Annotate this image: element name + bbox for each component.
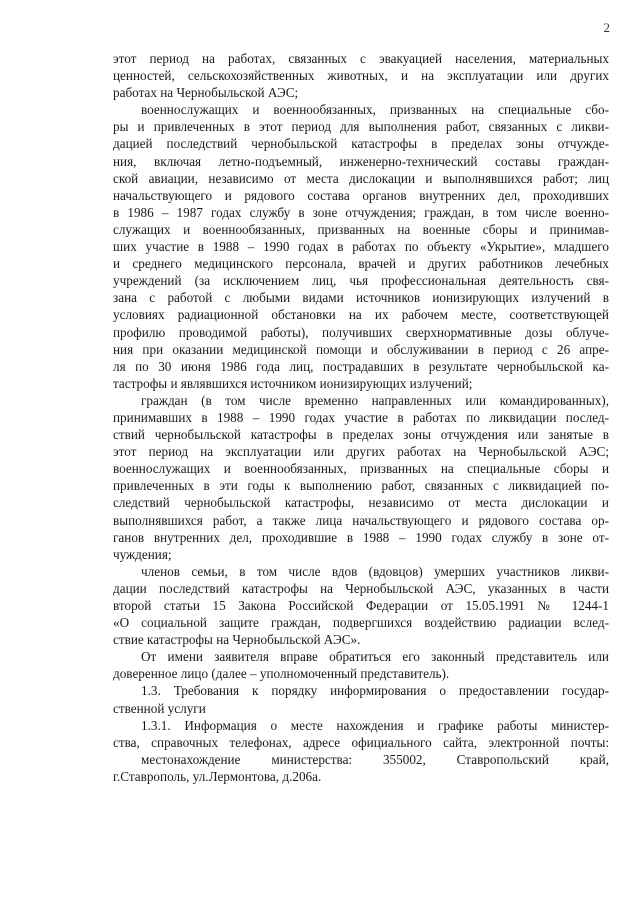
text-line: ства, справочных телефонах, адресе официального сайта, электронной почты: [113, 734, 609, 750]
page-number: 2 [603, 20, 610, 35]
text-line: местонахождение министерства: 355002, Ставропольский край, [141, 751, 609, 767]
text-line: чуждения; [113, 546, 172, 562]
text-line: ганов внутренних дел, проходившие в 1988 – 1990 годах службу в зоне от- [113, 529, 609, 545]
text-line: дацией последствий чернобыльской катастрофы в пределах зоны отчужде- [113, 136, 609, 152]
text-line: профилю проводимой работы), получивших сверхнормативные дозы облуче- [113, 324, 609, 340]
text-line: и среднего медицинского персонала, врачей и других работников лечебных [113, 256, 609, 272]
paragraph-representative [113, 648, 609, 682]
paragraph-citizens-1988-1990 [113, 392, 609, 563]
text-line: этот период на эксплуатации или других работах на Чернобыльской АЭС; [113, 444, 609, 460]
text-line: ния, включая летно-подъемный, инженерно-технический составы граждан- [113, 153, 609, 169]
text-line: членов семьи, в том числе вдов (вдовцов) умерших участников ликви- [141, 563, 609, 579]
text-line: учреждений (за исключением лиц, чья профессиональная деятельность свя- [113, 273, 609, 289]
text-line: в 1986 – 1987 годах службу в зоне отчуждения; граждан, в том числе военно- [113, 204, 609, 220]
text-line: ших участие в 1988 – 1990 годах в работах по объекту «Укрытие», младшего [113, 239, 609, 255]
text-line: ры и привлеченных в этот период для выполнения работ, связанных с ликви- [113, 119, 609, 135]
text-line: ствие катастрофы на Чернобыльской АЭС». [113, 632, 361, 648]
text-line: начальствующего и рядового состава органов внутренних дел, проходивших [113, 187, 609, 203]
text-line: 1.3. Требования к порядку информирования о предоставлении государ- [141, 683, 609, 699]
text-line: доверенное лицо (далее – уполномоченный представитель). [113, 666, 450, 682]
paragraph-military-personnel [113, 101, 609, 392]
document-body [113, 50, 609, 785]
paragraph-family-members [113, 563, 609, 648]
text-line: служащих и военнообязанных, призванных на военные сборы и принимав- [113, 221, 609, 237]
text-line: второй статьи 15 Закона Российской Федерации от 15.05.1991 № 1244-1 [113, 598, 609, 613]
text-line: г.Ставрополь, ул.Лермонтова, д.206а. [113, 768, 322, 784]
text-line: этот период на работах, связанных с эвакуацией населения, материальных [113, 51, 609, 66]
text-line: военнослужащих и военнообязанных, призванных на специальные сборы и [113, 461, 609, 477]
text-line: ния при оказании медицинской помощи и обслуживании в период с 26 апре- [113, 341, 609, 357]
text-line: ля по 30 июня 1986 года лиц, пострадавших в результате чернобыльской ка- [113, 358, 609, 374]
text-line: военнослужащих и военнообязанных, призванных на специальные сбо- [141, 102, 609, 118]
section-heading-1-3 [113, 682, 609, 716]
text-line: выполнявшихся работ, а также лица начальствующего и рядового состава ор- [113, 512, 609, 528]
text-line: тастрофы и являвшихся источником ионизирующих излучений; [113, 375, 473, 391]
paragraph-continuation [113, 50, 609, 101]
text-line: дации последствий катастрофы на Чернобыльской АЭС, указанных в части [113, 580, 609, 596]
text-line: зана с работой с любыми видами источников ионизирующих излучений в [113, 290, 609, 306]
text-line: «О социальной защите граждан, подвергшихся воздействию радиации вслед- [113, 615, 609, 631]
text-line: принимавших в 1988 – 1990 годах участие в работах по ликвидации послед- [113, 409, 609, 425]
text-line: работах на Чернобыльской АЭС; [113, 85, 299, 101]
text-line: граждан (в том числе временно направленных или командированных), [141, 392, 609, 408]
text-line: ценностей, сельскохозяйственных животных, и на эксплуатации или других [113, 68, 609, 84]
paragraph-address [113, 751, 609, 785]
text-line: следствий чернобыльской катастрофы, независимо от места дислокации и [113, 495, 609, 511]
text-line: условиях радиационной обстановки на их рабочем месте, соответствующей [113, 307, 609, 323]
text-line: привлеченных в эти годы к выполнению работ, связанных с ликвидацией по- [113, 478, 609, 494]
text-line: От имени заявителя вправе обратиться его законный представитель или [141, 649, 609, 665]
section-1-3-1 [113, 717, 609, 751]
text-line: 1.3.1. Информация о месте нахождения и графике работы министер- [141, 717, 609, 733]
text-line: ственной услуги [113, 700, 206, 716]
text-line: ской авиации, независимо от места дислокации и выполнявшихся работ; лиц [113, 170, 609, 186]
text-line: ствий чернобыльской катастрофы в пределах зоны отчуждения или занятые в [113, 427, 609, 443]
